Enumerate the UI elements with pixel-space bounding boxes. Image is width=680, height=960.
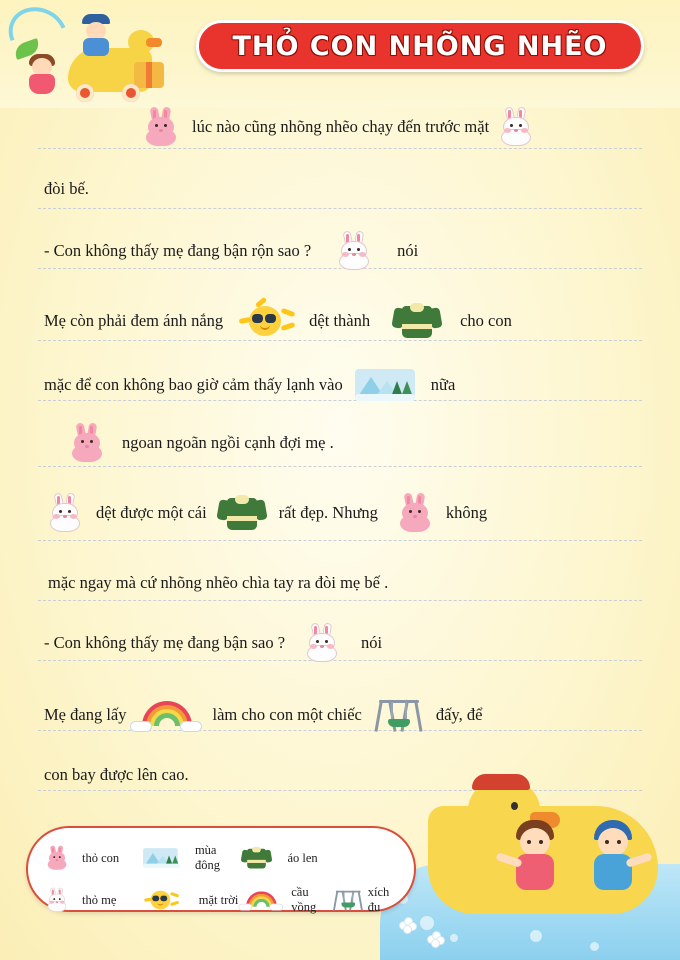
bunny-white-icon [495, 107, 537, 147]
page-title: THỎ CON NHÕNG NHẼO [232, 30, 608, 62]
legend-item-mua-dong [143, 838, 242, 878]
bunny-pink-icon [44, 846, 70, 871]
story-text: nữa [430, 375, 456, 394]
duck-boat-illustration [380, 740, 680, 960]
legend-item-cau-vong-xich-du [241, 880, 398, 920]
story-text: dệt thành [309, 311, 371, 330]
legend-item-ao-len [241, 837, 398, 879]
story-line-2 [44, 174, 644, 204]
story-line-3 [44, 236, 644, 266]
story-line-4 [44, 306, 644, 336]
story-text: con bay được lên cao. [44, 765, 189, 784]
sun-icon [143, 887, 180, 913]
legend-label: xích đu [367, 885, 390, 914]
legend-box [26, 826, 416, 912]
story-line-8 [44, 568, 644, 598]
bunny-white-icon [333, 231, 375, 271]
story-text: nói [361, 633, 383, 652]
story-line-10 [44, 700, 644, 730]
legend-label: thỏ con [82, 850, 120, 865]
flower-decoration [400, 918, 416, 934]
story-text: - Con không thấy mẹ đang bận rộn sao ? [44, 241, 312, 260]
legend-label: áo len [287, 850, 318, 865]
sweater-icon [217, 492, 267, 534]
story-line-9 [44, 628, 644, 658]
flower-decoration [428, 932, 444, 948]
story-text: mặc ngay mà cứ nhõng nhẽo chìa tay ra đòi mẹ bế . [48, 573, 389, 592]
legend-item-mat-troi [143, 879, 242, 921]
story-text: không [445, 503, 488, 522]
story-text: mặc để con không bao giờ cảm thấy lạnh vào [44, 375, 343, 394]
story-text: đòi bế. [44, 179, 89, 198]
story-text: - Con không thấy mẹ đang bận sao ? [44, 633, 286, 652]
legend-item-tho-con [44, 838, 143, 878]
rainbow-icon [241, 889, 274, 910]
legend-label: cầu vồng [291, 885, 317, 914]
legend-label: mùa đông [194, 843, 220, 872]
story-line-7 [44, 498, 644, 528]
swing-icon [334, 888, 357, 913]
story-text: Mẹ đang lấy [44, 705, 127, 724]
legend-item-tho-me [44, 880, 143, 920]
duck-cart-illustration [6, 8, 196, 106]
story-line-5 [44, 370, 644, 400]
story-text: nói [397, 241, 419, 260]
story-text: rất đẹp. Nhưng [278, 503, 378, 522]
story-text: dệt được một cái [96, 503, 207, 522]
bunny-white-icon [44, 493, 86, 533]
bunny-white-icon [44, 888, 70, 913]
legend-label: mặt trời [198, 892, 239, 907]
legend-label: thỏ mẹ [82, 892, 117, 907]
story-text: đấy, để [435, 705, 483, 724]
bunny-pink-icon [66, 423, 108, 463]
story-text: cho con [460, 311, 512, 330]
sun-icon [237, 300, 297, 342]
winter-icon [355, 365, 415, 405]
story-line-1 [44, 112, 644, 142]
winter-icon [143, 846, 178, 871]
story-text: Mẹ còn phải đem ánh nắng [44, 311, 224, 330]
rainbow-icon [134, 698, 200, 732]
bunny-pink-icon [394, 493, 436, 533]
bunny-pink-icon [140, 107, 182, 147]
swing-icon [376, 695, 422, 735]
story-text: ngoan ngoãn ngồi cạnh đợi mẹ . [122, 433, 334, 452]
title-banner [196, 20, 644, 72]
story-text: làm cho con một chiếc [212, 705, 362, 724]
bunny-white-icon [301, 623, 343, 663]
story-line-6 [44, 428, 644, 458]
sweater-icon [392, 300, 442, 342]
sweater-icon [241, 845, 272, 871]
story-text: lúc nào cũng nhõng nhẽo chạy đến trước mặt [192, 117, 490, 136]
